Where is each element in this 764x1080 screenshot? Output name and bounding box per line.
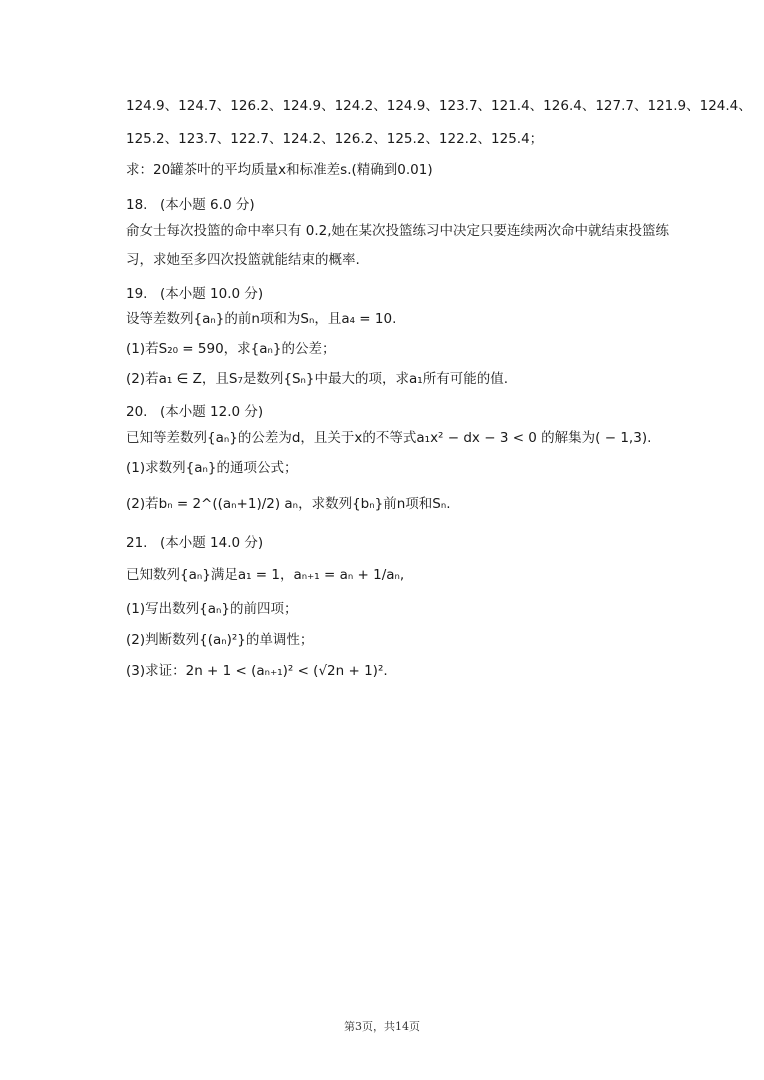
q21-header — [126, 531, 263, 551]
q20-part-1: (1)求数列{aₙ}的通项公式； — [126, 460, 298, 476]
data-line-2: 125.2、123.7、122.7、124.2、126.2、125.2、122.2、125.4； — [126, 131, 544, 147]
q21-text-1: 已知数列{aₙ}满足a₁ = 1，aₙ₊₁ = aₙ + 1/aₙ, — [126, 567, 405, 583]
q20-part-2: (2)若bₙ = 2^((aₙ+1)/2) aₙ，求数列{bₙ}前n项和Sₙ. — [126, 496, 451, 512]
q20-score: (本小题 12.0 分) — [160, 404, 264, 420]
q21-number: 21. — [126, 535, 148, 551]
q17-task: 求：20罐茶叶的平均质量x和标准差s.(精确到0.01) — [126, 162, 433, 178]
data-line-1: 124.9、124.7、126.2、124.9、124.2、124.9、123.7、121.4、126.4、127.7、121.9、124.4、 — [126, 98, 752, 114]
q18-text-2: 习，求她至多四次投篮就能结束的概率. — [126, 252, 360, 268]
q18-score: (本小题 6.0 分) — [160, 197, 255, 213]
q20-number: 20. — [126, 404, 148, 420]
q21-score: (本小题 14.0 分) — [160, 535, 264, 551]
q21-part-3: (3)求证：2n + 1 < (aₙ₊₁)² < (√2n + 1)². — [126, 663, 388, 679]
q21-part-2: (2)判断数列{(aₙ)²}的单调性； — [126, 632, 314, 648]
q18-header — [126, 193, 255, 213]
q19-text-1: 设等差数列{aₙ}的前n项和为Sₙ，且a₄ = 10. — [126, 311, 397, 327]
q19-score: (本小题 10.0 分) — [160, 286, 264, 302]
q18-number: 18. — [126, 197, 148, 213]
q20-header — [126, 400, 263, 420]
q19-part-1: (1)若S₂₀ = 590，求{aₙ}的公差； — [126, 341, 336, 357]
q19-header — [126, 282, 263, 302]
q20-text-1: 已知等差数列{aₙ}的公差为d，且关于x的不等式a₁x² − dx − 3 < 0 的解集为( − 1,3). — [126, 430, 652, 446]
q19-number: 19. — [126, 286, 148, 302]
q21-part-1: (1)写出数列{aₙ}的前四项； — [126, 601, 298, 617]
q19-part-2: (2)若a₁ ∈ Z，且S₇是数列{Sₙ}中最大的项，求a₁所有可能的值. — [126, 371, 508, 387]
q18-text-1: 俞女士每次投篮的命中率只有 0.2,她在某次投篮练习中决定只要连续两次命中就结束投篮练 — [126, 223, 670, 239]
page-footer: 第3页，共14页 — [344, 1020, 420, 1033]
